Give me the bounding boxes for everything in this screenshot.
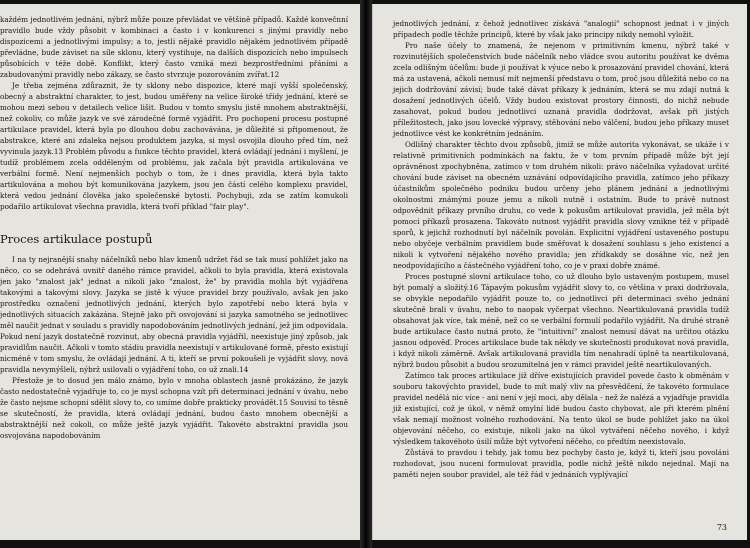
left-page-text [0,14,348,441]
right-paragraph-3: Odlišný charakter těchto dvou způsobů, jimiž se může autorita vykonávat, se ukáže i v relativně primitivních podmínkách na faktu, že v tom prvním případě může být její oprávněnost zpochybněna, zatímco v tom druhém nikoli: právo náčelníka vyžadovat určité chování bude záviset na obecném uznávání odpovídajícího pravidla, zatímco jeho příkazy účastníkům společného podniku budou určeny jeho plánem jednání a jednotlivými okolnostmi známými pouze jemu a nikoli nutně i ostatním. Bude to právě nutnost odpovědnit příkazy prvního druhu, co vede k pokusům artikulovat pravidla, jež měla být pomocí příkazů prosazena. Takováto nutnost vyjádřit pravidla slovy vznikne též v případě sporů, k jejichž rozhodnutí byl náčelník povolán. Explicitní vyjádření ustaveného postupu nebo obyčeje verbálním pravidlem bude směřovat k dosažení souhlasu s jeho existencí a nikoli k vytvoření nějakého nového pravidla; jen zřídkakdy se dosáhne víc, než jen neodpovídajícího a částečného vyjádření toho, co je v praxi dobře známé. [393,140,729,270]
right-paragraph-1: jednotlivých jednání, z čehož jednotlivec získává "analogií" schopnost jednat i v jiných případech podle těchže principů, které by však jako principy nikdy nemohl vyložit. [393,19,729,39]
page-number: 73 [716,523,727,532]
left-paragraph-1: každém jednotlivém jednání, nýbrž může pouze převládat ve většině případů. Každé konvečnní pravidlo bude vždy působit v kombinaci a často i v konkurenci s jinými pravidly nebo dispozicemi a jednotlivými impulsy; a to, jestli nějaké pravidlo nějakém jednotlivém případě převládne, bude záviset na síle sklonu, který vystihuje, na dalších dispozicích nebo impulsech působících v téže době. Konflikt, který často vzniká mezi bezprostředními přáními a zabudovanými pravidly nebo zákazy, se často stvrzuje pozorováním zvířat.12 [0,15,348,79]
left-paragraph-2: Je třeba zejména zdůraznit, že ty sklony nebo dispozice, které mají vyšší společenský, obecný a abstraktní charakter, to jest, budou uměřeny na velice široké třídy jednání, které se mohou mezi sebou v detailech velice lišit. Budou v tomto smyslu jistě mnohem abstraktnější, než cokoliv, co může jazyk ve své zárodečné formě vyjádřit. Pro pochopení procesu postupné artikulace pravidel, která byla po dlouhou dobu zachovávána, je důležité si připomenout, že abstrakce, které ani zdaleka nejsou produktem jazyka, si mysl osvojila dlouho před tím, než vyvinula jazyk.13 Problém původu a funkce těchto pravidel, která ovládají jednání i myšlení, je tudíž problémem zcela odděleným od problému, jak začala být pravidla artikulována ve verbální formě. Není nejmenších pochyb o tom, že i dnes pravidla, která byla takto artikulována a mohou být komunikována jazykem, jsou jen částí celého komplexu pravidel, která vedou jednání člověka jako společenské bytosti. Pochybuji, zda se zatím komukoli podařilo artikulovat všechna pravidla, která tvoří příklad "fair play". [0,81,348,211]
left-paragraph-4: Přestože je to dosud jen málo známo, bylo v mnoha oblastech jasně prokázáno, že jazyk často nedostatečně vyjadřuje to, co je mysl schopna vzít při determinaci jednání v úvahu, nebo že často nejsme schopni sdělit slovy to, co umíme dobře prakticky provádět.15 Souvisí to těsně se skutečností, že pravidla, která ovládají jednání, budou často mnohem obecnější a abstraktnější než cokoli, co může ještě jazyk vyjádřit. Takovéto abstraktní pravidla jsou osvojována napodobováním [0,376,348,440]
right-paragraph-4: Proces postupné slovní artikulace toho, co už dlouho bylo ustaveným postupem, musel být pomalý a složitý.16 Tápavým pokusům vyjádřit slovy to, co většina v praxi dodržovala, se obvykle nepodařilo vyjádřit pouze to, co jednotlivci při determinaci svého jednání skutečně brali v úvahu, nebo to naopak vyčerpat všechno. Neartikulovaná pravidla tudíž obsahovat jak více, tak méně, než co se verbální formulí podařilo vyjádřit. Na druhé straně bude artikulace často nutná proto, že "intuitivní" znalost nemusí dávat na určitou otázku jasnou odpověď. Proces artikulace bude tak někdy ve skutečnosti produkovat nová pravidla, i když nikoli záměrně. Avšak artikulovaná pravidla tím nenahradí úplně ta neartikulovaná, nýbrž budou působit a budou srozumitelná jen v rámci pravidel ještě neartikulovaných. [393,272,729,369]
left-paragraph-3: I na ty nejranější snahy náčelníků nebo hlav kmenů udržet řád se tak musí pohlížet jako na něco, co se odehrává uvnitř daného rámce pravidel, ačkoli to byla pravidla, která existovala jen jako "znalost jak" jednat a nikoli jako "znalost, že" by pravidla mohla být vyjádřena takovými a takovými slovy. Jazyka se jistě k výuce pravidel brzy používalo, avšak jen jako prostředku označení jednotlivých jednání, kterých bylo zapotřebí nebo která byla v jednotlivých situacích zakázána. Stejně jako při osvojování si jazyka samotného se jednotlivec měl naučit jednat v souladu s pravidly napodobováním jednotlivých jednání, jež jim odpovídala. Pokud není jazyk dostatečně rozvinut, aby obecná pravidla vyjádřil, neexistuje jiný způsob, jak pravidlům naučit. Ačkoli v tomto stádiu pravidla neexistují v artikulované formě, přesto existují nicméně v tom smyslu, že ovládají jednání. A ti, kteří se první pokoušeli je vyjádřit slovy, nová pravidla nevymýšleli, nýbrž usilovali o vyjádření toho, co už znali.14 [0,255,348,374]
right-paragraph-6: Zůstává to pravdou i tehdy, jak tomu bez pochyby často je, když ti, kteří jsou povoláni rozhodovat, jsou nuceni formulovat pravidla, podle nichž ještě nikdo nejednal. Mají na paměti nejen soubor pravidel, ale též řád v jednáních vyplývající [393,448,729,479]
section-title: Proces artikulace postupů [0,232,153,246]
right-page-text [393,18,729,480]
right-page [372,4,747,540]
right-paragraph-2: Pro naše účely to znamená, že nejenom v primitivním kmenu, nýbrž také v rozvinutějších společenstvích bude náčelník nebo vládce svou autoritu používat ke dvěma zcela odlišným účelům: bude ji používat k výuce nebo k prosazování pravidel chování, která má za ustavená, ačkoli nemusí mít nejmenší představu o tom, proč jsou důležitá nebo co na jejich dodržování závisí; bude také dávat příkazy k jednáním, která se mu zdají nutná k dosažení jednotlivých účelů. Vždy budou existovat prostory činnosti, do nichž nebude zasahovat, pokud budou jednotlivci uznaná pravidla dodržovat, avšak při jistých příležitostech, jako jsou lovecké výpravy, stěhování nebo válčení, budou jeho příkazy muset jednotlivce vést ke konkrétním jednáním. [393,41,729,138]
book-gutter [360,0,372,548]
left-page [0,4,361,540]
right-paragraph-5: Zatímco tak proces artikulace již dříve existujících pravidel povede často k obměnám v souboru takovýchto pravidel, bude to mít malý vliv na přesvědčení, že takovéto formulace pravidel nedělá nic více - ani není v její moci, aby dělala - než že nalézá a vyjadřuje pravidla již existující, což je úkol, v němž omylní lidé budou často chybovat, ale při kterém plnění však nemají možnost volného rozhodování. Na tento úkol se bude pohlížet jako na úkol objevování něčeho, co existuje, nikoli jako na úkol vytváření něčeho nového, i když výsledkem takovéhoto úsilí může být vytvoření něčeho, co předtím neexistovalo. [393,371,729,446]
